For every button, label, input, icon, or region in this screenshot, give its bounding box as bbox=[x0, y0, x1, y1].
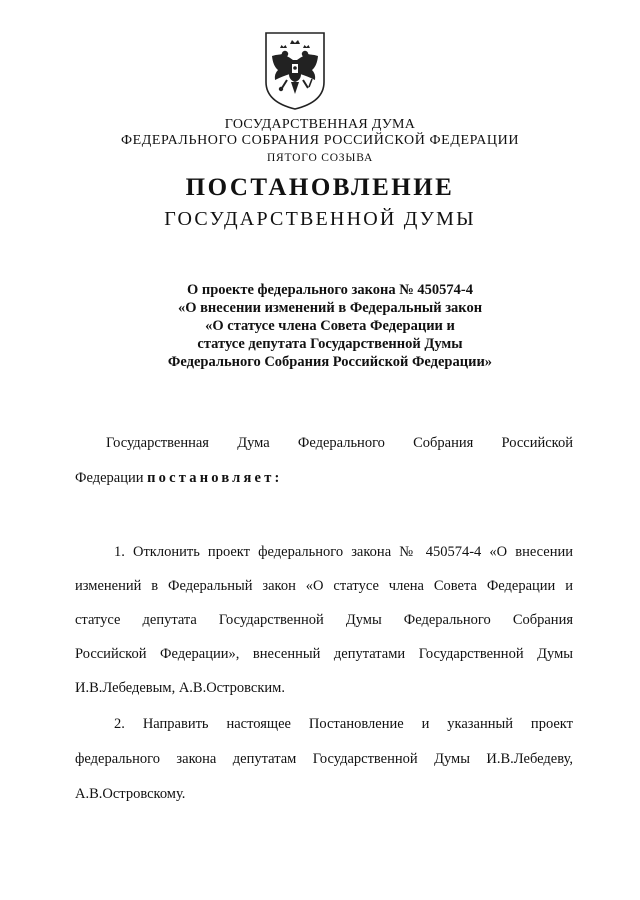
subject-line: О проекте федерального закона № 450574-4 bbox=[186, 282, 474, 298]
item-1-line: Российской Федерации», внесенный депутатами Государственной Думы bbox=[75, 646, 573, 662]
item-1-line: И.В.Лебедевым, А.В.Островским. bbox=[75, 680, 285, 696]
issuer-line-2: ФЕДЕРАЛЬНОГО СОБРАНИЯ РОССИЙСКОЙ ФЕДЕРАЦИИ bbox=[120, 133, 520, 148]
preamble-prefix: Федерации bbox=[75, 470, 148, 486]
item-1-line: изменений в Федеральный закон «О статусе члена Совета Федерации и bbox=[75, 578, 573, 594]
item-2-line: 2. Направить настоящее Постановление и указанный проект bbox=[114, 716, 573, 732]
subject-line: «О внесении изменений в Федеральный закон bbox=[177, 300, 483, 316]
coat-of-arms-emblem bbox=[263, 30, 327, 112]
document-subtitle: ГОСУДАРСТВЕННОЙ ДУМЫ bbox=[164, 208, 476, 230]
document-subject bbox=[120, 281, 540, 371]
item-1-line: 1. Отклонить проект федерального закона № 450574-4 «О внесении bbox=[114, 544, 573, 560]
item-2-line: федерального закона депутатам Государственной Думы И.В.Лебедеву, bbox=[75, 751, 573, 767]
document-title: ПОСТАНОВЛЕНИЕ bbox=[185, 174, 455, 201]
preamble-line: Государственная Дума Федерального Собрания Российской bbox=[106, 435, 573, 451]
subject-line: Федерального Собрания Российской Федерации» bbox=[167, 354, 493, 370]
convocation-line: ПЯТОГО СОЗЫВА bbox=[266, 152, 374, 164]
item-2-line: А.В.Островскому. bbox=[75, 786, 186, 802]
preamble-line bbox=[75, 470, 573, 487]
item-1-line: статусе депутата Государственной Думы Федерального Собрания bbox=[75, 612, 573, 628]
russian-coat-of-arms-icon bbox=[263, 30, 327, 112]
resolution-verb: постановляет: bbox=[147, 470, 283, 486]
subject-line: статусе депутата Государственной Думы bbox=[197, 336, 463, 352]
subject-line: «О статусе члена Совета Федерации и bbox=[205, 318, 455, 334]
issuer-line-1: ГОСУДАРСТВЕННАЯ ДУМА bbox=[224, 117, 416, 132]
